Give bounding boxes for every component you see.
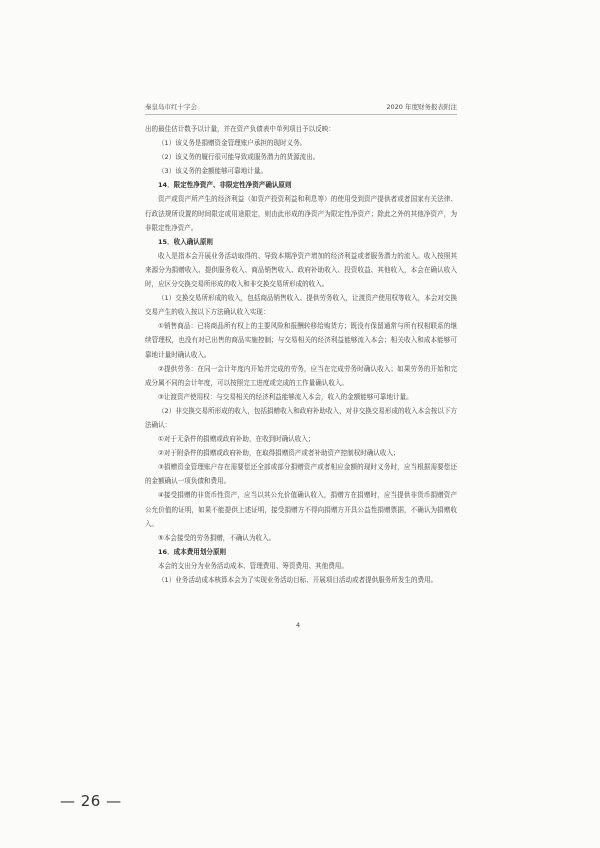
body-paragraph: ②对于附条件的捐赠或政府补助，在取得捐赠资产或者补助资产控制权时确认收入； (158, 449, 400, 458)
body-paragraph: （1）交换交易所形成的收入，包括商品销售收入、提供劳务收入，让渡资产使用权等收入，本会对交换交易产生的收入按以下方法确认收入实现： (145, 294, 457, 317)
list-item: （1）该义务是捐赠资金管理账户承担的现时义务。 (158, 139, 307, 148)
body-paragraph: ①对于无条件的捐赠或政府补助，在收到时确认收入； (158, 435, 315, 444)
section-heading: 15．收入确认原则 (158, 237, 213, 246)
section-heading: 16．成本费用划分原则 (158, 547, 227, 556)
report-title: 2020 年度财务报表附注 (386, 103, 457, 111)
page-number: 4 (296, 621, 301, 629)
body-paragraph: ④接受捐赠的非货币性资产，应当以其公允价值确认收入，捐赠方在捐赠时，应当提供非货币捐赠资产公允价值的证明，如果不能提供上述证明，接受捐赠方不得向捐赠方开具公益性捐赠票据，不确认为捐赠收入。 (145, 491, 457, 528)
body-paragraph: ③让渡资产使用权：与交易相关的经济利益能够流入本会，收入的金额能够可靠地计量。 (158, 392, 413, 401)
page-header (145, 102, 457, 115)
body-paragraph: ①销售商品：已将商品所有权上的主要风险和报酬转移给购货方；既没有保留通常与所有权相联系的继续管理权，也没有对已出售的商品实施控制；与交易相关的经济利益能够流入本会；相关收入和成本能够可靠地计量时确认收入。 (145, 322, 457, 359)
section-heading: 14．限定性净资产、非限定性净资产确认原则 (158, 181, 292, 190)
body-paragraph: 本会的支出分为业务活动成本、管理费用、筹资费用、其他费用。 (158, 561, 348, 570)
footer-page-number: — 26 — (60, 792, 122, 810)
body-paragraph: ②提供劳务：在同一会计年度内开始并完成的劳务，应当在完成劳务时确认收入；如果劳务的开始和完成分属不同的会计年度，可以按照完工进度或完成的工作量确认收入。 (145, 364, 457, 387)
body-paragraph: （1）业务活动成本核算本会为了实现业务活动目标、开展项目活动或者提供服务所发生的费用。 (158, 576, 438, 584)
document-body (145, 122, 457, 587)
body-paragraph: 收入是指本会开展业务活动取得的、导致本期净资产增加的经济利益或者服务潜力的流入。收入按照其来源分为捐赠收入、提供服务收入、商品销售收入、政府补助收入、投资收益、其他收入，本会在确认收入时，应区分交换交易所形成的收入和非交换交易所形成的收入。 (145, 251, 457, 289)
list-item: （2）该义务的履行很可能导致或服务潜力的货源流出。 (158, 153, 320, 162)
body-paragraph: ③捐赠资金管理账户存在需要偿还全部或部分捐赠资产或者相应金额的现时义务时，应当根据需要偿还的金额确认一项负债和费用。 (145, 463, 457, 486)
organization-name: 秦皇岛市红十字会 (145, 103, 197, 111)
paragraph-continuation: 出的最佳估计数予以计量，并在资产负债表中单列项目予以反映： (145, 125, 335, 133)
body-paragraph: （2）非交换交易所形成的收入，包括捐赠收入和政府补助收入，对非交换交易形成的收入本会按以下方法确认： (145, 406, 457, 429)
list-item: （3）该义务的金额能够可靠地计量。 (158, 167, 267, 176)
body-paragraph: ⑤本会接受的劳务捐赠，不确认为收入。 (158, 533, 276, 542)
body-paragraph: 资产或资产所产生的经济利益（如资产投资利益和利息等）的使用受到资产提供者或者国家有关法律、行政法规所设置的时间限定或用途限定，则由此形成的净资产为限定性净资产；除此之外的其他净资产，为非限定性净资产。 (145, 195, 457, 232)
